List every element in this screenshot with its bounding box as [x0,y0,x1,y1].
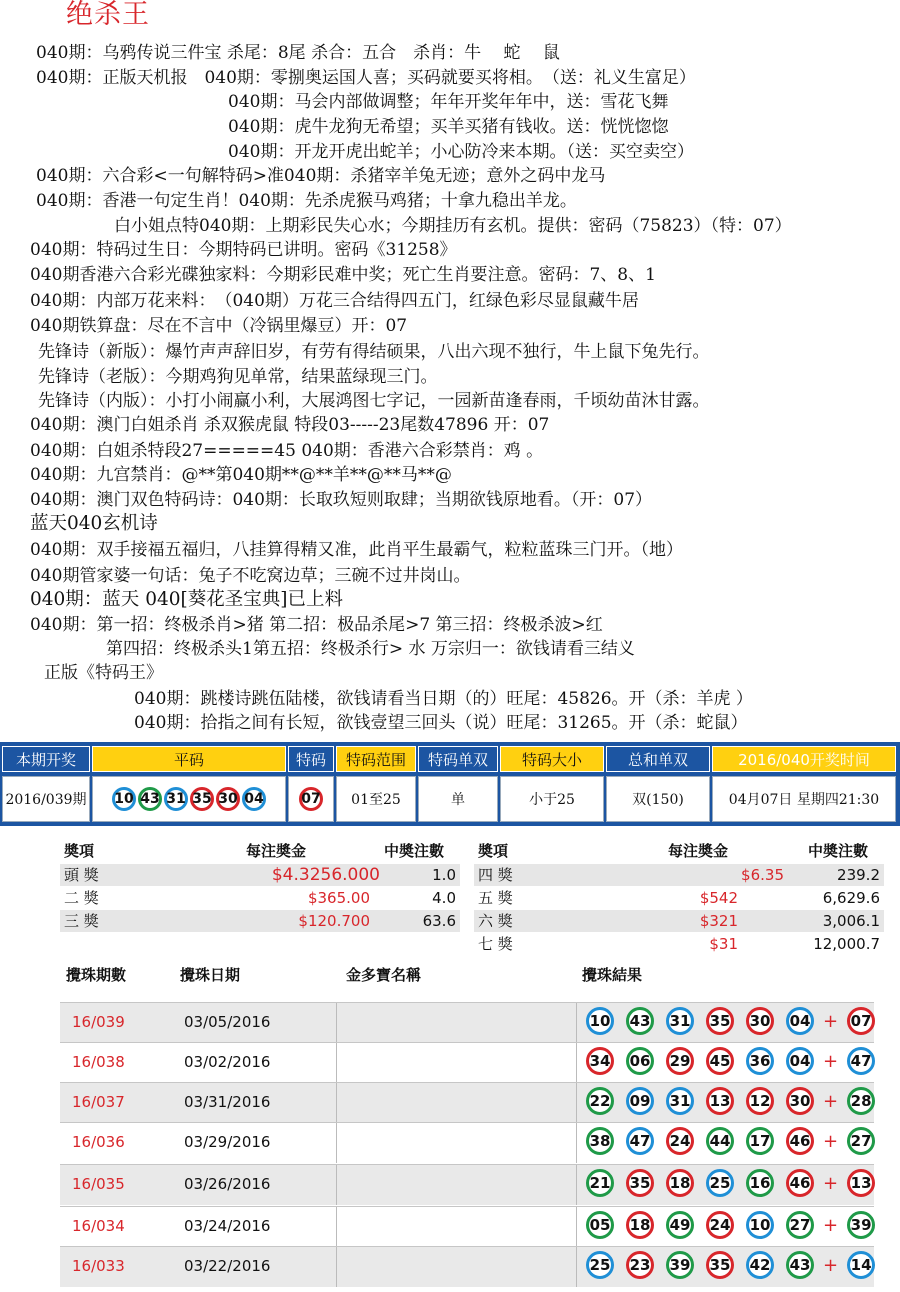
prize-name: 頭 獎 [64,866,99,884]
text-line: 第四招：终极杀头1第五招：终极杀行> 水 万宗归一：欲钱请看三结义 [106,639,635,659]
next-draw-time: 04月07日 星期四21:30 [712,776,896,822]
number-ball: 13 [706,1087,734,1115]
prize-money: $4.3256.000 [271,865,380,885]
draw-result-balls [580,1087,881,1115]
special-ball-cell [288,776,334,822]
number-ball: 46 [786,1127,814,1155]
number-ball: 06 [626,1047,654,1075]
number-ball: 35 [190,787,214,811]
number-ball: 27 [786,1211,814,1239]
regular-balls [92,776,286,822]
column-divider [336,1165,337,1205]
history-header-issue: 攪珠期數 [66,966,127,984]
prize-count: 6,629.6 [822,889,880,907]
number-ball: 05 [586,1211,614,1239]
number-ball: 47 [626,1127,654,1155]
number-ball: 16 [746,1169,774,1197]
plus-sign: + [823,1130,839,1152]
history-header-result: 攪珠結果 [582,966,643,984]
header-special-range: 特码范围 [336,746,416,772]
table-row [60,1164,874,1205]
column-divider [336,1207,337,1247]
prize-header-money: 每注奬金 [246,842,307,860]
special-ball: 13 [847,1169,875,1197]
plus-sign: + [823,1254,839,1276]
number-ball: 36 [746,1047,774,1075]
number-ball: 44 [706,1127,734,1155]
text-line: 040期：特码过生日：今期特码已讲明。密码《31258》 [30,240,457,260]
number-ball: 43 [626,1007,654,1035]
text-line: 040期：蓝天 040[葵花圣宝典]已上料 [30,589,343,610]
number-ball: 31 [164,787,188,811]
text-line: 040期：开龙开虎出蛇羊；小心防冷来本期。（送：买空卖空） [228,142,694,162]
plus-sign: + [823,1214,839,1236]
number-ball: 45 [706,1047,734,1075]
text-line: 蓝天040玄机诗 [30,513,158,534]
column-divider [336,1247,337,1287]
history-header-date: 攪珠日期 [180,966,241,984]
sum-odd-even: 双(150) [606,776,710,822]
prize-count: 63.6 [422,912,456,930]
text-line: 040期：正版天机报 040期：零捌奥运国人喜；买码就要买将相。 （送：礼义生富足） [36,68,696,88]
draw-result-balls [580,1007,881,1035]
number-ball: 29 [666,1047,694,1075]
number-ball: 25 [586,1251,614,1279]
text-line: 040期管家婆一句话：兔子不吃窝边草；三碗不过井岗山。 [30,566,471,586]
text-line: 040期：白姐杀特段27=====45 040期：香港六合彩禁肖：鸡 。 [30,441,544,461]
page-title: 绝杀王 [66,0,150,30]
special-ball: 28 [847,1087,875,1115]
special-ball: 07 [847,1007,875,1035]
prize-name: 五 獎 [478,889,513,907]
text-line: 040期：拾指之间有长短，欲钱壹望三回头（说）旺尾：31265。开（杀：蛇鼠） [134,713,748,733]
column-divider [336,1123,337,1163]
prize-money: $321 [699,912,738,930]
number-ball: 17 [746,1127,774,1155]
number-ball: 31 [666,1007,694,1035]
number-ball: 34 [586,1047,614,1075]
number-ball: 21 [586,1169,614,1197]
table-row [60,1122,874,1163]
draw-result-balls [580,1047,881,1075]
header-special-size: 特码大小 [500,746,604,772]
draw-date: 03/26/2016 [184,1175,271,1193]
number-ball: 46 [786,1169,814,1197]
prize-header-name: 奬項 [478,842,509,860]
special-ball: 07 [299,787,323,811]
special-range: 01至25 [336,776,416,822]
plus-sign: + [823,1172,839,1194]
text-line: 040期：内部万花来料： （040期）万花三合结得四五门，红绿色彩尽显鼠藏牛居 [30,291,639,311]
number-ball: 38 [586,1127,614,1155]
draw-date: 03/31/2016 [184,1093,271,1111]
text-line: 正版《特码王》 [44,663,163,683]
text-line: 040期：香港一句定生肖！040期：先杀虎猴马鸡猪；十拿九稳出羊龙。 [36,191,577,211]
header-current-draw: 本期开奖 [2,746,90,772]
draw-issue-number: 16/035 [72,1175,125,1193]
prize-header-count: 中奬注數 [808,842,869,860]
number-ball: 43 [138,787,162,811]
plus-sign: + [823,1050,839,1072]
number-ball: 35 [706,1251,734,1279]
column-divider [576,1043,577,1083]
prize-row [60,864,460,886]
draw-date: 03/24/2016 [184,1217,271,1235]
column-divider [336,1083,337,1123]
prize-count: 239.2 [837,866,880,884]
prize-name: 二 獎 [64,889,99,907]
draw-result-balls [580,1251,881,1279]
column-divider [576,1165,577,1205]
text-line: 040期：九宫禁肖：@**第040期**@**羊**@**马**@ [30,465,452,485]
number-ball: 18 [626,1211,654,1239]
table-row [60,1206,874,1247]
prize-row [474,910,884,932]
number-ball: 49 [666,1211,694,1239]
text-line: 040期：虎牛龙狗无希望；买羊买猪有钱收。送：恍恍惚惚 [228,117,669,137]
number-ball: 42 [746,1251,774,1279]
number-ball: 04 [242,787,266,811]
header-special-odd-even: 特码单双 [418,746,498,772]
prize-name: 三 獎 [64,912,99,930]
header-next-draw-time: 2016/040开奖时间 [712,746,896,772]
text-line: 040期香港六合彩光碟独家料：今期彩民难中奖；死亡生肖要注意。密码：7、8、1 [30,265,656,285]
draw-date: 03/02/2016 [184,1053,271,1071]
prize-money: $120.700 [298,912,370,930]
draw-date: 03/05/2016 [184,1013,271,1031]
text-line: 040期：六合彩<一句解特码>准040期：杀猪宰羊兔无迹；意外之码中龙马 [36,166,606,186]
number-ball: 25 [706,1169,734,1197]
prize-count: 4.0 [432,889,456,907]
text-line: 040期：澳门白姐杀肖 杀双猴虎鼠 特段03-----23尾数47896 开：07 [30,415,550,435]
draw-result-balls [580,1211,881,1239]
text-line: 白小姐点特040期：上期彩民失心水；今期挂历有玄机。提供：密码（75823）（特：07） [114,216,792,236]
draw-issue-number: 16/033 [72,1257,125,1275]
draw-result-balls [580,1127,881,1155]
header-sum-odd-even: 总和单双 [606,746,710,772]
column-divider [576,1083,577,1123]
prize-money: $542 [699,889,738,907]
text-line: 040期：双手接福五福归，八挂算得精又准，此肖平生最霸气，粒粒蓝珠三门开。（地） [30,540,683,560]
prize-header-count: 中奬注數 [384,842,445,860]
special-odd-even: 单 [418,776,498,822]
special-size: 小于25 [500,776,604,822]
prize-name: 四 獎 [478,866,513,884]
number-ball: 22 [586,1087,614,1115]
prize-row [474,887,884,909]
number-ball: 18 [666,1169,694,1197]
column-divider [576,1123,577,1163]
number-ball: 12 [746,1087,774,1115]
history-header-name: 金多寶名稱 [346,966,422,984]
prize-count: 12,000.7 [813,935,880,953]
header-special-number: 特码 [288,746,334,772]
draw-issue: 2016/039期 [2,776,90,822]
text-line: 040期：澳门双色特码诗：040期：长取玖短则取肆；当期欲钱原地看。（开：07） [30,490,653,510]
special-ball: 14 [847,1251,875,1279]
number-ball: 31 [666,1087,694,1115]
number-ball: 10 [586,1007,614,1035]
text-line: 040期：第一招：终极杀肖>猪 第二招：极品杀尾>7 第三招：终极杀波>红 [30,615,603,635]
number-ball: 35 [706,1007,734,1035]
header-regular-numbers: 平码 [92,746,286,772]
table-row [60,1002,874,1043]
number-ball: 24 [706,1211,734,1239]
draw-issue-number: 16/037 [72,1093,125,1111]
prize-row [474,864,884,886]
number-ball: 35 [626,1169,654,1197]
table-row [60,1042,874,1083]
number-ball: 23 [626,1251,654,1279]
prize-row [60,910,460,932]
prize-money: $6.35 [741,866,784,884]
text-line: 040期：乌鸦传说三件宝 杀尾：8尾 杀合：五合 杀肖：牛 蛇 鼠 [36,43,560,63]
number-ball: 30 [746,1007,774,1035]
number-ball: 43 [786,1251,814,1279]
special-ball: 47 [847,1047,875,1075]
number-ball: 39 [666,1251,694,1279]
text-line: 先锋诗（内版）：小打小闹赢小利，大展鸿图七字记，一园新苗逢春雨，千顷幼苗沐甘露。 [38,391,710,411]
draw-issue-number: 16/036 [72,1133,125,1151]
text-line: 先锋诗（老版）：今期鸡狗见单常，结果蓝绿现三门。 [38,367,438,387]
prize-count: 1.0 [432,866,456,884]
prize-header-name: 奬項 [64,842,95,860]
text-line: 040期：跳楼诗跳伍陆楼，欲钱请看当日期（的）旺尾：45826。开（杀：羊虎 ） [134,689,753,709]
prize-header-money: 每注奬金 [668,842,729,860]
prize-row [60,887,460,909]
column-divider [576,1247,577,1287]
prize-row [474,933,884,955]
number-ball: 30 [216,787,240,811]
number-ball: 04 [786,1007,814,1035]
text-line: 先锋诗（新版）：爆竹声声辞旧岁，有劳有得结硕果，八出六现不独行，牛上鼠下兔先行。 [38,342,710,362]
prize-money: $31 [709,935,738,953]
number-ball: 04 [786,1047,814,1075]
text-line: 040期铁算盘：尽在不言中（冷锅里爆豆）开：07 [30,316,408,336]
prize-money: $365.00 [307,889,370,907]
number-ball: 30 [786,1087,814,1115]
plus-sign: + [823,1090,839,1112]
draw-issue-number: 16/034 [72,1217,125,1235]
table-row [60,1246,874,1287]
number-ball: 24 [666,1127,694,1155]
draw-date: 03/22/2016 [184,1257,271,1275]
column-divider [336,1003,337,1043]
draw-result-balls [580,1169,881,1197]
number-ball: 10 [112,787,136,811]
column-divider [576,1207,577,1247]
prize-name: 六 獎 [478,912,513,930]
special-ball: 39 [847,1211,875,1239]
plus-sign: + [823,1010,839,1032]
draw-issue-number: 16/038 [72,1053,125,1071]
text-line: 040期：马会内部做调整；年年开奖年年中，送：雪花飞舞 [228,92,669,112]
column-divider [336,1043,337,1083]
column-divider [576,1003,577,1043]
prize-count: 3,006.1 [822,912,880,930]
number-ball: 09 [626,1087,654,1115]
draw-date: 03/29/2016 [184,1133,271,1151]
table-row [60,1082,874,1123]
number-ball: 10 [746,1211,774,1239]
draw-issue-number: 16/039 [72,1013,125,1031]
special-ball: 27 [847,1127,875,1155]
prize-name: 七 獎 [478,935,513,953]
